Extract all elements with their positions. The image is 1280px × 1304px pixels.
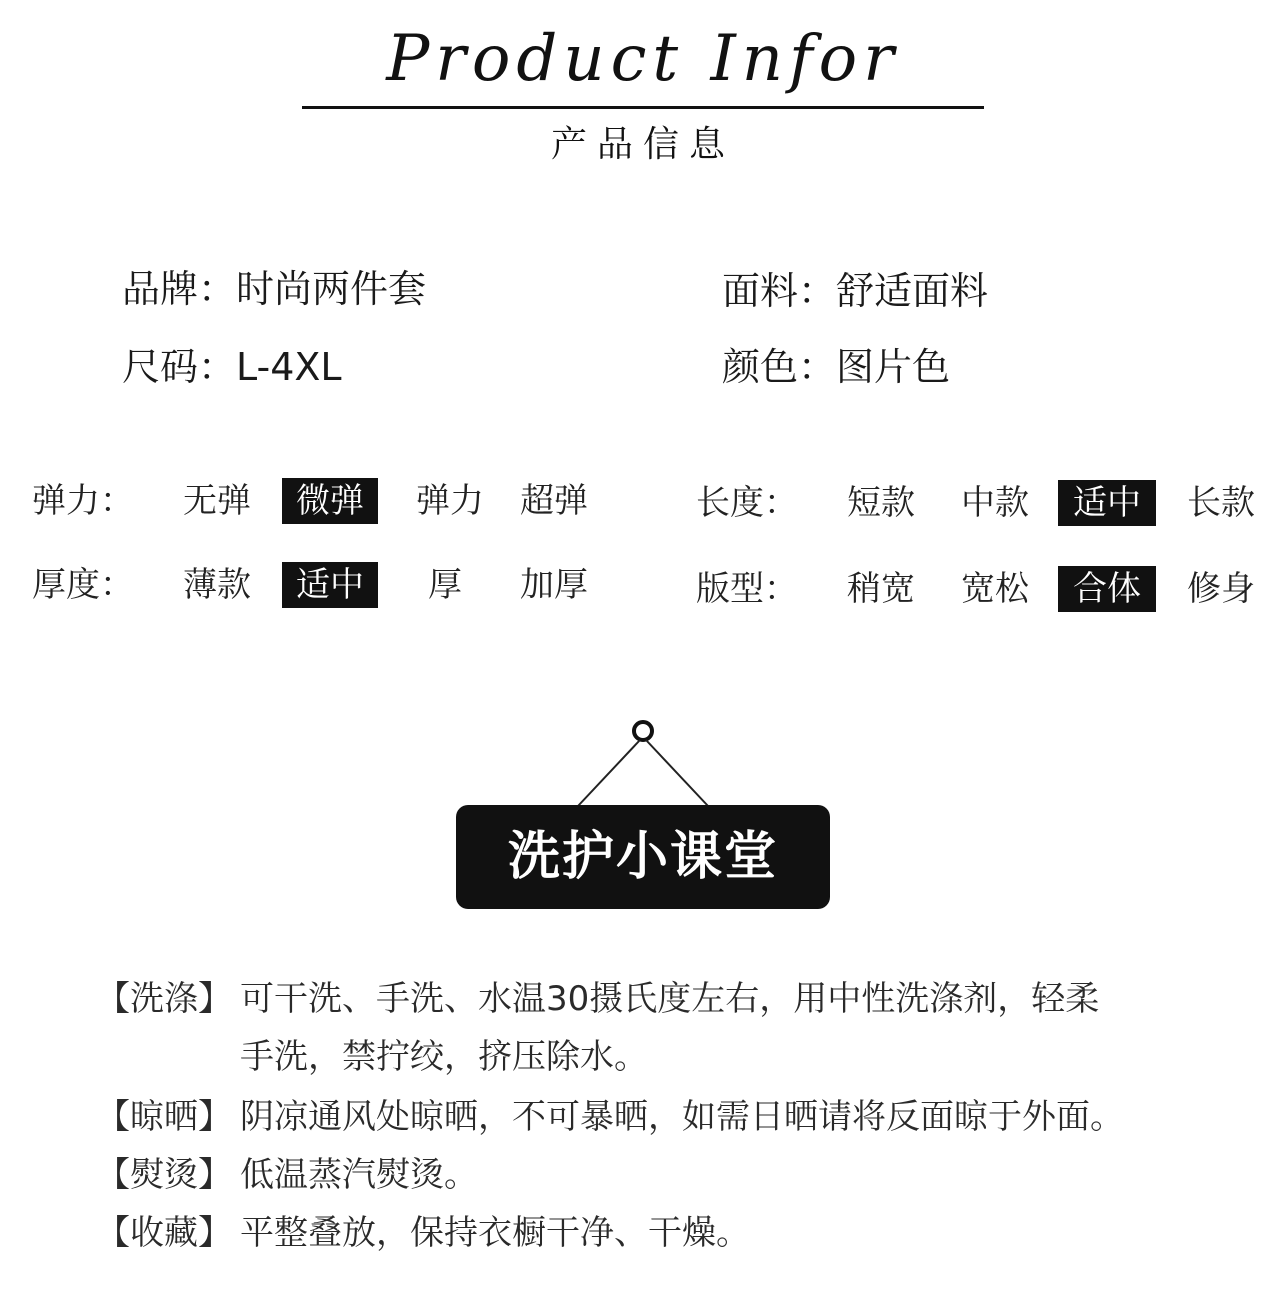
sign-string-right	[646, 740, 708, 806]
product-info-title: 产品信息	[550, 124, 735, 165]
color-info: 颜色：图片色	[722, 345, 951, 389]
care-sign-title: 洗护小课堂	[507, 827, 778, 887]
wash-text-line-2: 手洗，禁拧绞，挤压除水。	[240, 1037, 648, 1077]
length-option: 短款	[847, 483, 915, 523]
thickness-option: 薄款	[183, 565, 251, 605]
store-tag: 【收藏】	[96, 1213, 232, 1253]
elasticity-option: 超弹	[520, 481, 588, 521]
fit-label: 版型：	[696, 569, 798, 609]
elasticity-option: 无弹	[183, 481, 251, 521]
thickness-label: 厚度：	[32, 565, 134, 605]
hanging-sign-strings	[560, 716, 720, 812]
header-divider	[302, 106, 984, 109]
fit-option: 宽松	[961, 569, 1029, 609]
fit-option: 修身	[1187, 569, 1255, 609]
dry-text: 阴凉通风处晾晒，不可暴晒，如需日晒请将反面晾于外面。	[240, 1097, 1124, 1137]
length-option: 长款	[1187, 483, 1255, 523]
fabric-info: 面料：舒适面料	[722, 269, 989, 313]
length-option-selected: 适中	[1058, 480, 1156, 526]
iron-text: 低温蒸汽熨烫。	[240, 1155, 478, 1195]
brand-info: 品牌：时尚两件套	[122, 267, 427, 311]
thickness-option: 加厚	[520, 565, 588, 605]
elasticity-option-selected: 微弹	[282, 478, 378, 524]
fit-option-selected: 合体	[1058, 566, 1156, 612]
thickness-option: 厚	[428, 565, 462, 605]
iron-tag: 【熨烫】	[96, 1155, 232, 1195]
wash-tag: 【洗涤】	[96, 979, 232, 1019]
length-label: 长度：	[696, 483, 798, 523]
size-info: 尺码：L-4XL	[122, 345, 342, 389]
elasticity-option: 弹力	[416, 481, 484, 521]
product-info-script-title: Product Infor	[386, 22, 900, 96]
wash-text-line-1: 可干洗、手洗、水温30摄氏度左右，用中性洗涤剂，轻柔	[240, 979, 1100, 1019]
care-sign	[456, 805, 830, 909]
dry-tag: 【晾晒】	[96, 1097, 232, 1137]
store-text: 平整叠放，保持衣橱干净、干燥。	[240, 1213, 750, 1253]
thickness-option-selected: 适中	[282, 562, 378, 608]
sign-string-left	[578, 740, 640, 806]
fit-option: 稍宽	[847, 569, 915, 609]
elasticity-label: 弹力：	[32, 481, 134, 521]
length-option: 中款	[961, 483, 1029, 523]
hook-ring-icon	[634, 722, 652, 740]
